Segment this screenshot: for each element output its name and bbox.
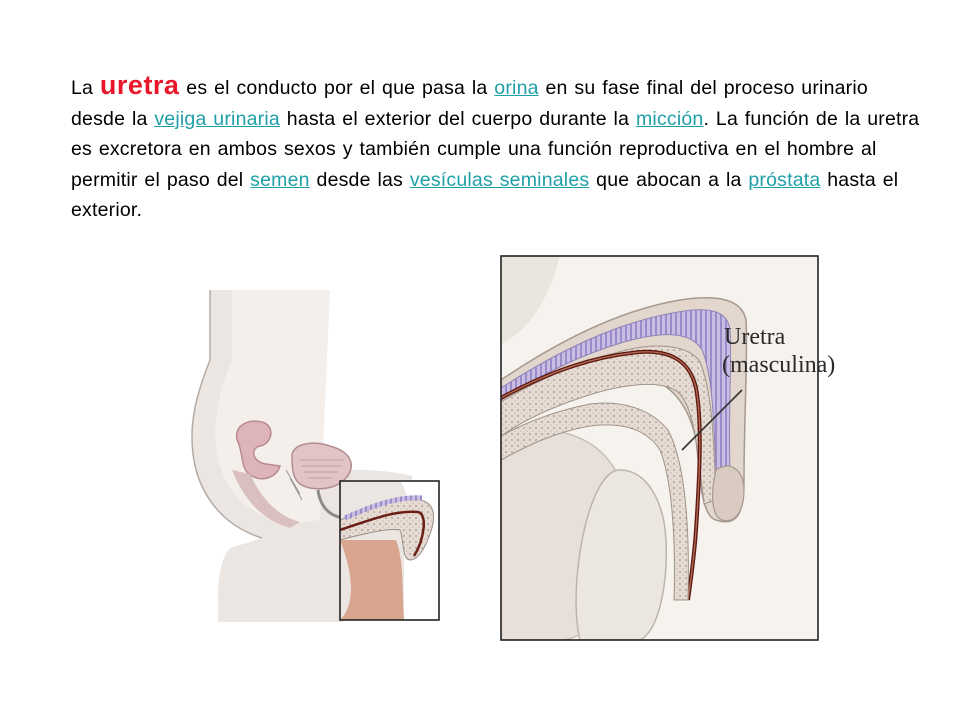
link-vesiculas-seminales[interactable]: vesículas seminales xyxy=(409,168,590,191)
label-masculina: (masculina) xyxy=(722,352,836,378)
text-segment: es el conducto por el que pasa la xyxy=(179,77,495,99)
glans xyxy=(713,466,744,521)
link-miccion[interactable]: micción xyxy=(635,107,704,130)
text-segment: . La función de la uretra es excretora en ambos sexos y también cumple una función reproductiva en el hombre al permitir el paso del xyxy=(71,107,920,191)
text-segment: que abocan a la xyxy=(589,168,749,191)
link-prostata[interactable]: próstata xyxy=(748,168,821,191)
link-semen[interactable]: semen xyxy=(250,168,310,191)
link-vejiga-urinaria[interactable]: vejiga urinaria xyxy=(154,107,280,130)
text-segment: hasta el exterior del cuerpo durante la xyxy=(279,107,636,130)
label-uretra: Uretra xyxy=(724,324,786,350)
text-segment: en su fase final del proceso urinario desde la xyxy=(71,77,868,130)
text-segment: desde las xyxy=(309,168,410,191)
highlight-term-uretra: uretra xyxy=(99,70,180,100)
zoom-inset-box xyxy=(340,481,439,620)
text-segment: La xyxy=(71,77,100,99)
link-orina[interactable]: orina xyxy=(494,77,539,99)
urethra-detail-view xyxy=(501,256,835,640)
text-segment: hasta el exterior. xyxy=(71,168,899,221)
